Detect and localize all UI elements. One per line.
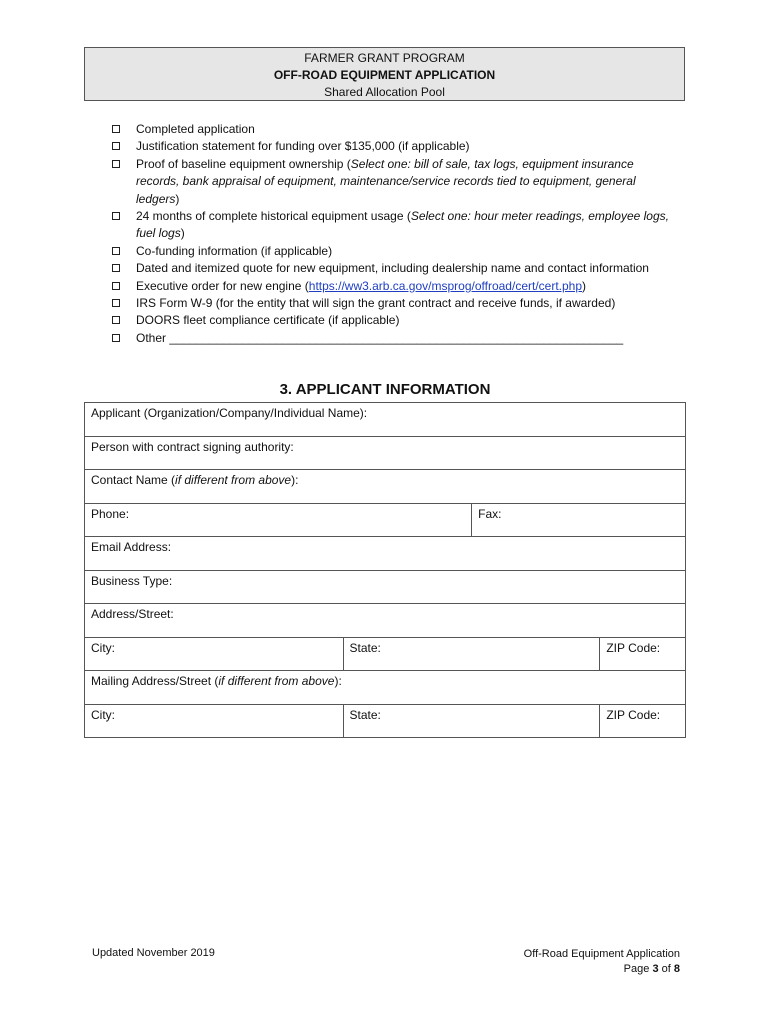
checklist-item: Justification statement for funding over $135,000 (if applicable)	[112, 138, 677, 155]
checklist-item: IRS Form W-9 (for the entity that will sign the grant contract and receive funds, if awarded)	[112, 295, 677, 312]
page-number: Page 3 of 8	[623, 963, 680, 975]
checkbox[interactable]	[112, 212, 120, 220]
pool-name: Shared Allocation Pool	[324, 85, 445, 99]
checklist-item: Completed application	[112, 121, 677, 138]
mailing-address-field[interactable]: Mailing Address/Street (if different from above):	[85, 671, 686, 705]
zip-field[interactable]: ZIP Code:	[600, 637, 686, 671]
checkbox[interactable]	[112, 264, 120, 272]
checklist-item: Other ____________________________________________________________________	[112, 330, 677, 347]
checkbox[interactable]	[112, 125, 120, 133]
applicant-name-field[interactable]: Applicant (Organization/Company/Individual Name):	[85, 403, 686, 437]
checkbox[interactable]	[112, 299, 120, 307]
checkbox[interactable]	[112, 316, 120, 324]
checkbox[interactable]	[112, 142, 120, 150]
section-title: 3. APPLICANT INFORMATION	[279, 381, 491, 398]
application-title: OFF-ROAD EQUIPMENT APPLICATION	[273, 68, 496, 82]
cert-link[interactable]: https://ww3.arb.ca.gov/msprog/offroad/cert/cert.php	[308, 278, 583, 293]
checklist-item: 24 months of complete historical equipment usage (Select one: hour meter readings, employee logs, fuel logs)	[112, 208, 677, 243]
address-field[interactable]: Address/Street:	[85, 604, 686, 638]
mailing-state-field[interactable]: State:	[343, 704, 600, 738]
state-field[interactable]: State:	[343, 637, 600, 671]
footer-right	[524, 947, 680, 977]
signing-authority-field[interactable]: Person with contract signing authority:	[85, 436, 686, 470]
email-field[interactable]: Email Address:	[85, 537, 686, 571]
contact-name-field[interactable]: Contact Name (if different from above):	[85, 470, 686, 504]
checkbox[interactable]	[112, 247, 120, 255]
applicant-info-table	[84, 402, 686, 738]
checklist-item: Co-funding information (if applicable)	[112, 243, 677, 260]
checklist-item: Executive order for new engine (https://ww3.arb.ca.gov/msprog/offroad/cert/cert.php)	[112, 278, 677, 295]
checklist-item: Proof of baseline equipment ownership (Select one: bill of sale, tax logs, equipment insurance records, bank appraisal of equipment, maintenance/service records tied to equipment, general ledgers)	[112, 156, 677, 208]
business-type-field[interactable]: Business Type:	[85, 570, 686, 604]
checkbox[interactable]	[112, 160, 120, 168]
document-checklist	[112, 121, 677, 347]
document-header	[84, 47, 685, 101]
checkbox[interactable]	[112, 334, 120, 342]
footer-doc-name: Off-Road Equipment Application	[523, 948, 680, 960]
mailing-city-field[interactable]: City:	[85, 704, 344, 738]
fax-field[interactable]: Fax:	[472, 503, 686, 537]
checkbox[interactable]	[112, 282, 120, 290]
city-field[interactable]: City:	[85, 637, 344, 671]
mailing-zip-field[interactable]: ZIP Code:	[600, 704, 686, 738]
phone-field[interactable]: Phone:	[85, 503, 472, 537]
program-name: FARMER GRANT PROGRAM	[304, 51, 465, 65]
checklist-item: DOORS fleet compliance certificate (if applicable)	[112, 312, 677, 329]
footer-updated: Updated November 2019	[92, 947, 215, 959]
checklist-item: Dated and itemized quote for new equipment, including dealership name and contact information	[112, 260, 677, 277]
